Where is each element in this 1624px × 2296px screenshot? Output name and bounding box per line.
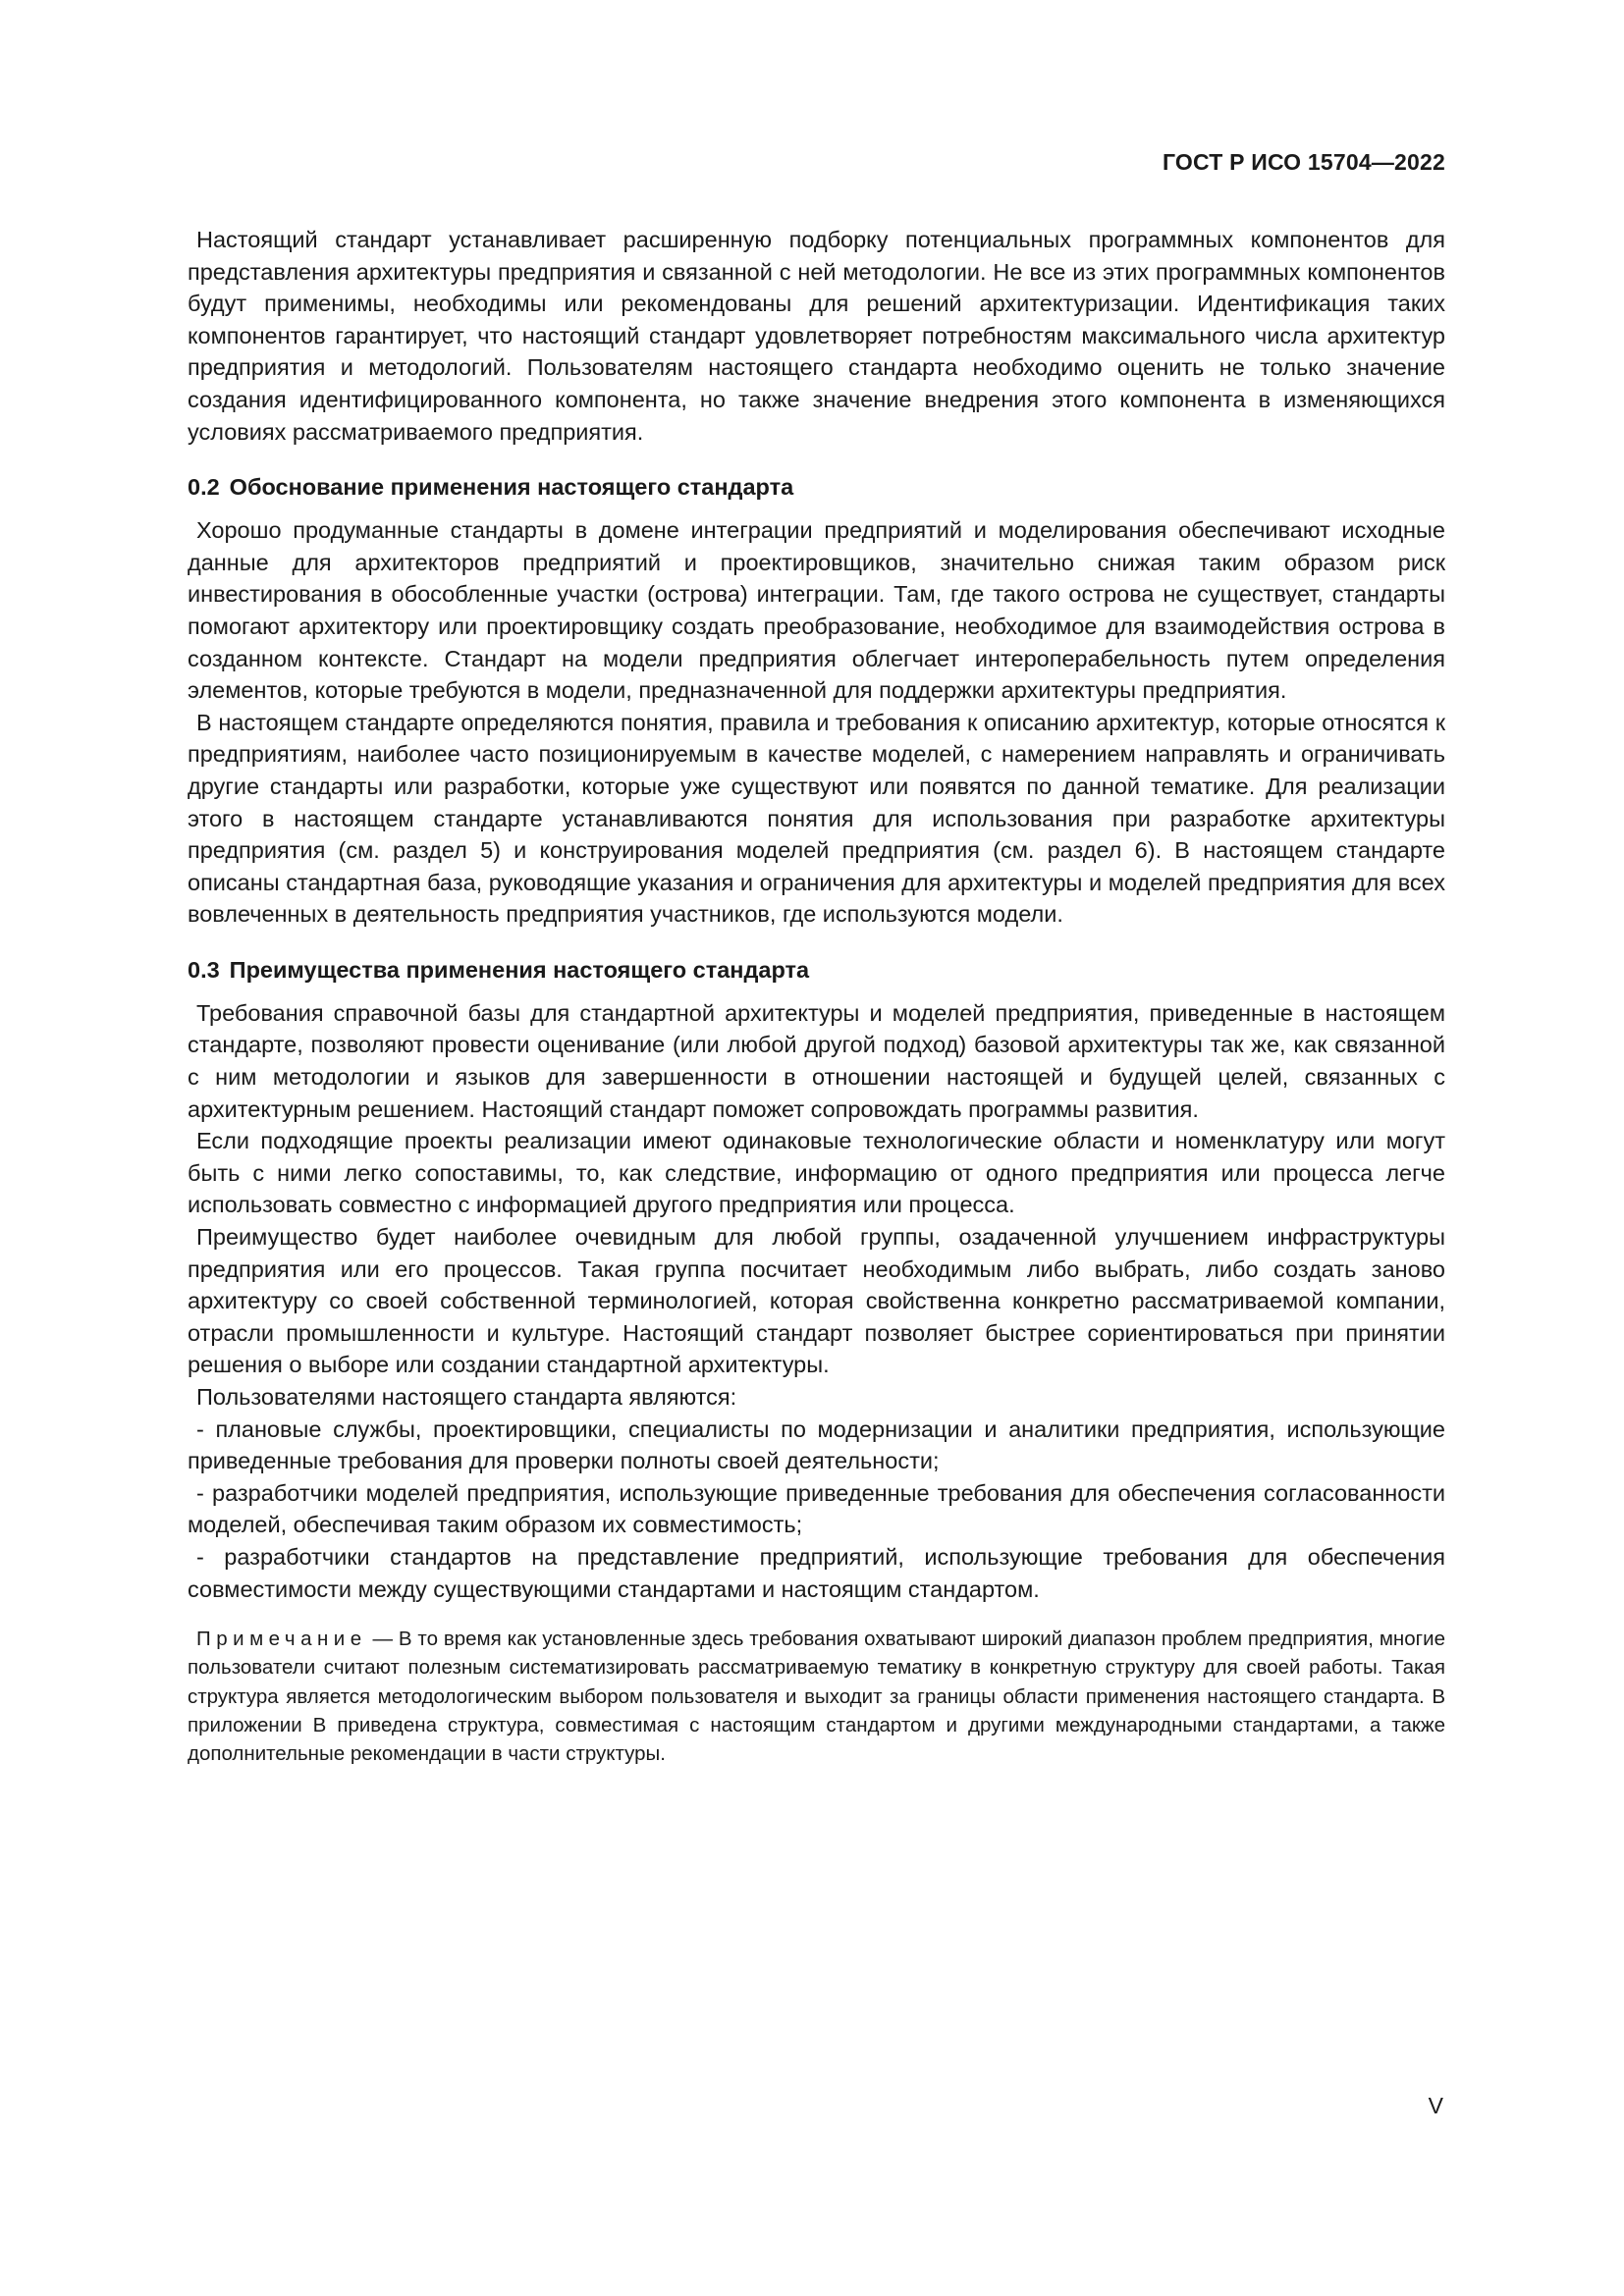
section-0-2-paragraph-1: Хорошо продуманные стандарты в домене интеграции предприятий и моделирования обеспечивают исходные данные для архитекторов предприятий и проектировщиков, значительно снижая таким образом риск инвестирования в обособленные участки (острова) интеграции. Там, где такого острова не существует, стандарты помогают архитектору или проектировщику создать преобразование, необходимое для взаимодействия острова в созданном контексте. Стандарт на модели предприятия облегчает интероперабельность путем определения элементов, которые требуются в модели, предназначенной для поддержки архитектуры предприятия. xyxy=(188,517,1445,704)
note-text: — В то время как установленные здесь требования охватывают широкий диапазон проблем предприятия, многие пользователи считают полезным систематизировать рассматриваемую тематику в конкретную структуру для своей работы. Такая структура является методологическим выбором пользователя и выходит за границы области применения настоящего стандарта. В приложении В приведена структура, совместимая с настоящим стандартом и другими международными стандартами, а также дополнительные рекомендации в части структуры. xyxy=(188,1628,1445,1765)
document-header: ГОСТ Р ИСО 15704—2022 xyxy=(1162,149,1445,175)
note-paragraph xyxy=(179,1625,1445,1768)
section-0-2-paragraph-2: В настоящем стандарте определяются понятия, правила и требования к описанию архитектур, которые относятся к предприятиям, наиболее часто позиционируемым в качестве моделей, с намерением направлять и ограничивать другие стандарты или разработки, которые уже существуют или появятся по данной тематике. Для реализации этого в настоящем стандарте устанавливаются понятия для использования при разработке архитектуры предприятия (см. раздел 5) и конструирования моделей предприятия (см. раздел 6). В настоящем стандарте описаны стандартная база, руководящие указания и ограничения для архитектуры и моделей предприятия для всех вовлеченных в деятельность предприятия участников, где используются модели. xyxy=(188,709,1445,928)
list-item: - разработчики стандартов на представление предприятий, использующие требования для обеспечения совместимости между существующими стандартами и настоящим стандартом. xyxy=(188,1543,1445,1602)
section-title: Преимущества применения настоящего стандарта xyxy=(229,956,810,983)
list-item: - плановые службы, проектировщики, специалисты по модернизации и аналитики предприятия, использующие приведенные требования для проверки полноты своей деятельности; xyxy=(188,1415,1445,1474)
section-0-3-paragraph-1: Требования справочной базы для стандартной архитектуры и моделей предприятия, приведенные в настоящем стандарте, позволяют провести оценивание (или любой другой подход) базовой архитектуры так же, как связанной с ним методологии и языков для завершенности в отношении настоящей и будущей целей, связанных с архитектурным решением. Настоящий стандарт поможет сопровождать программы развития. xyxy=(188,999,1445,1122)
list-item: - разработчики моделей предприятия, использующие приведенные требования для обеспечения согласованности моделей, обеспечивая таким образом их совместимость; xyxy=(188,1479,1445,1538)
note-label: Примечание xyxy=(196,1628,367,1651)
intro-paragraph: Настоящий стандарт устанавливает расширенную подборку потенциальных программных компонентов для представления архитектуры предприятия и связанной с ней методологии. Не все из этих программных компонентов будут применимы, необходимы или рекомендованы для решений архитектуризации. Идентификация таких компонентов гарантирует, что настоящий стандарт удовлетворяет потребностям максимального числа архитектур предприятия и методологий. Пользователям настоящего стандарта необходимо оценить не только значение создания идентифицированного компонента, но также значение внедрения этого компонента в изменяющихся условиях рассматриваемого предприятия. xyxy=(188,227,1445,445)
section-number: 0.2 xyxy=(188,474,220,501)
section-heading-0-2 xyxy=(188,471,1445,503)
section-title: Обоснование применения настоящего стандарта xyxy=(229,474,794,501)
page-content xyxy=(179,224,1445,1789)
section-0-3-paragraph-4: Пользователями настоящего стандарта являются: xyxy=(196,1384,737,1410)
intro-block xyxy=(179,224,1445,448)
section-number: 0.3 xyxy=(188,956,220,983)
section-heading-0-3 xyxy=(188,954,1445,986)
page-number: V xyxy=(1428,2093,1443,2118)
section-0-3-paragraph-3: Преимущество будет наиболее очевидным для любой группы, озадаченной улучшением инфраструктуры предприятия или его процессов. Такая группа посчитает необходимым либо выбрать, либо создать заново архитектуру со своей собственной терминологией, которая свойственна конкретно рассматриваемой компании, отрасли промышленности и культуре. Настоящий стандарт позволяет быстрее сориентироваться при принятии решения о выборе или создании стандартной архитектуры. xyxy=(188,1224,1445,1378)
section-0-3-paragraph-2: Если подходящие проекты реализации имеют одинаковые технологические области и номенклатуру или могут быть с ними легко сопоставимы, то, как следствие, информацию от одного предприятия или процесса легче использовать совместно с информацией другого предприятия или процесса. xyxy=(188,1128,1445,1218)
